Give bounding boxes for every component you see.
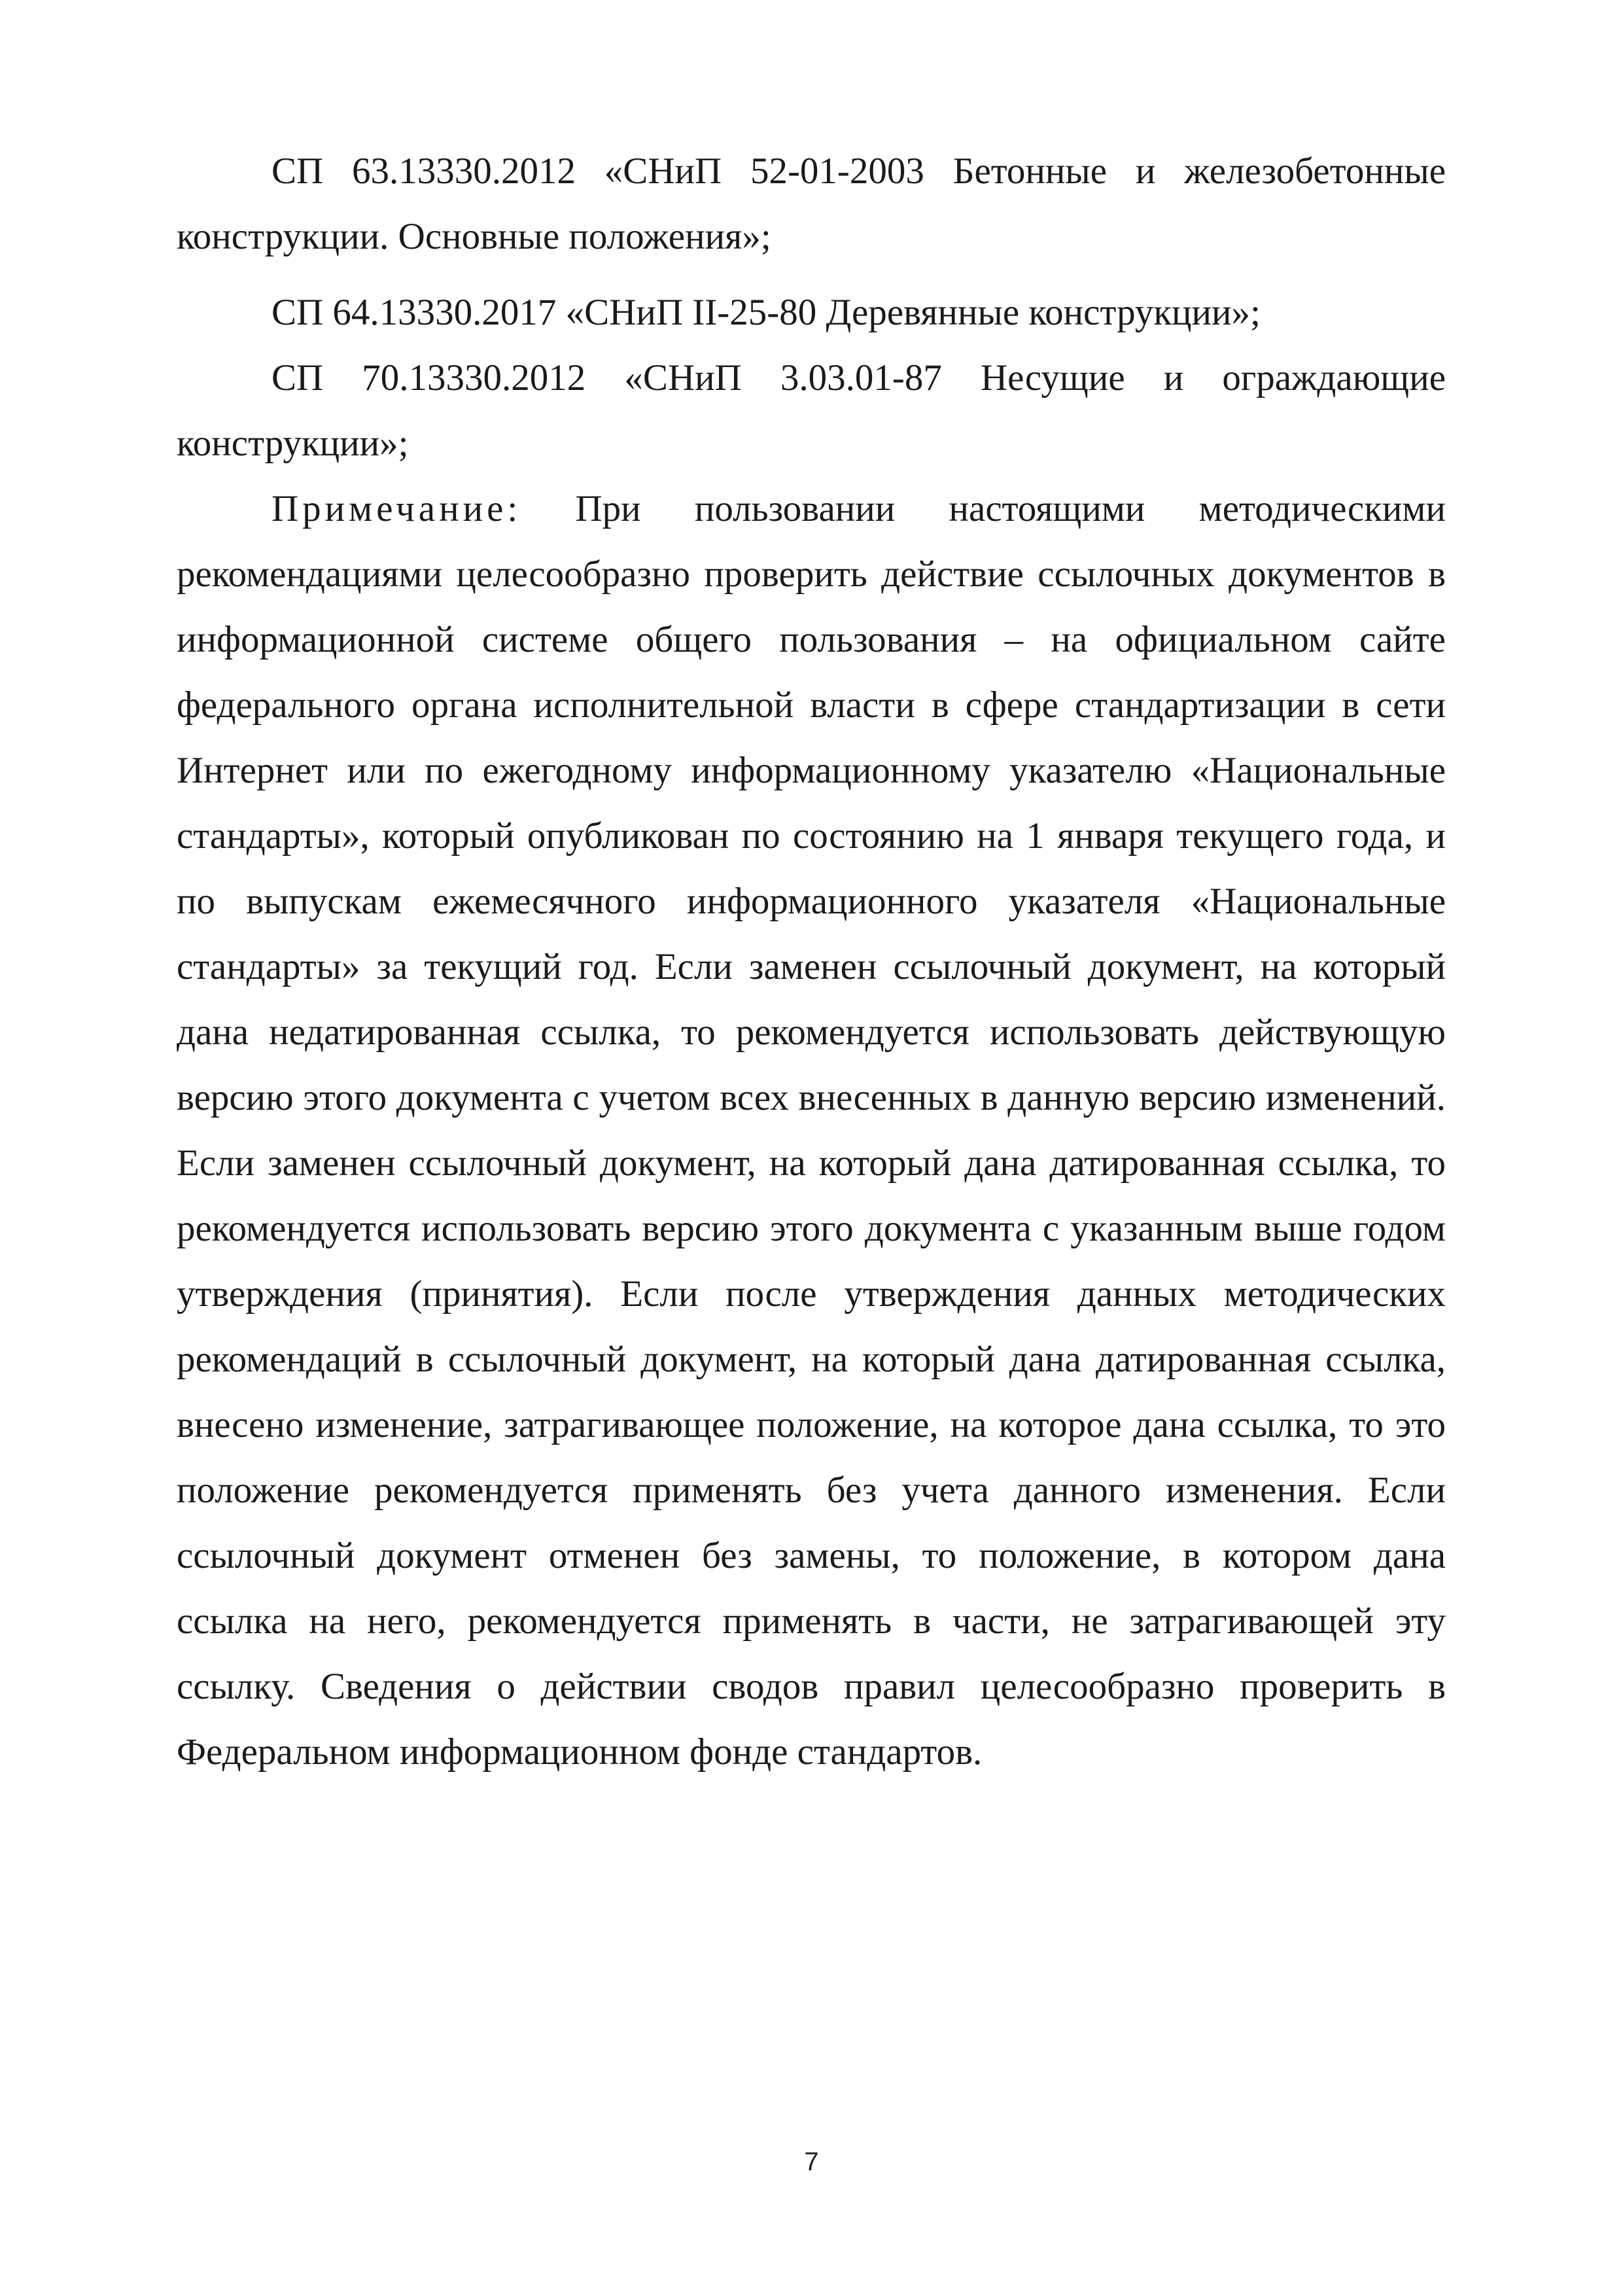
reference-sp-64: СП 64.13330.2017 «СНиП II-25-80 Деревянные конструкции»; (271, 292, 1261, 333)
note-label: Примечание: (271, 488, 522, 529)
note-paragraph (177, 476, 1446, 1785)
reference-sp-70: СП 70.13330.2012 «СНиП 3.03.01-87 Несущие и ограждающие конструкции»; (177, 357, 1446, 464)
document-page (177, 139, 1446, 1785)
page-number: 7 (804, 2147, 819, 2176)
note-text: При пользовании настоящими методическими рекомендациями целесообразно проверить действие ссылочных документов в информационной системе общего пользования – на официальном сайте федерального органа исполнительной власти в сфере стандартизации в сети Интернет или по ежегодному информационному указателю «Национальные стандарты», который опубликован по состоянию на 1 января текущего года, и по выпускам ежемесячного информационного указателя «Национальные стандарты» за текущий год. Если заменен ссылочный документ, на который дана недатированная ссылка, то рекомендуется использовать действующую версию этого документа с учетом всех внесенных в данную версию изменений. Если заменен ссылочный документ, на который дана датированная ссылка, то рекомендуется использовать версию этого документа с указанным выше годом утверждения (принятия). Если после утверждения данных методических рекомендаций в ссылочный документ, на который дана датированная ссылка, внесено изменение, затрагивающее положение, на которое дана ссылка, то это положение рекомендуется применять без учета данного изменения. Если ссылочный документ отменен без замены, то положение, в котором дана ссылка на него, рекомендуется применять в части, не затрагивающей эту ссылку. Сведения о действии сводов правил целесообразно проверить в Федеральном информационном фонде стандартов. (177, 488, 1446, 1773)
reference-sp-63: СП 63.13330.2012 «СНиП 52-01-2003 Бетонные и железобетонные конструкции. Основные положения»; (177, 150, 1446, 257)
